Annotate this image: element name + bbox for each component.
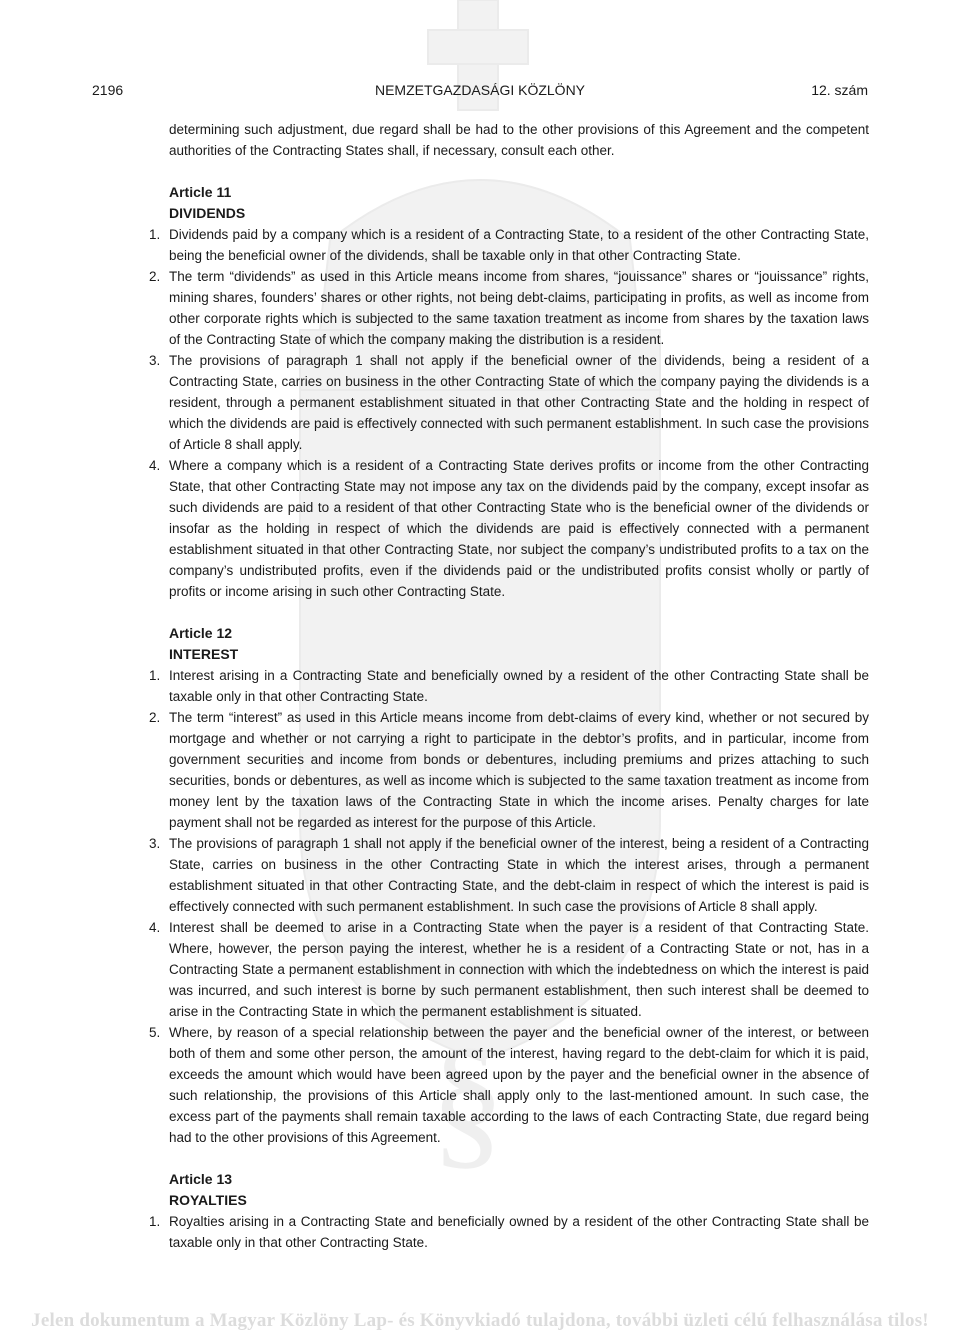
article-paragraph xyxy=(149,1022,869,1148)
article-heading xyxy=(169,1169,869,1211)
article-subtitle: INTEREST xyxy=(169,646,239,662)
paragraph-text: The term “dividends” as used in this Article means income from shares, “jouissance” shares or “jouissance” rights, mining shares, founders’ shares or other rights, not being debt-claims, participating in profits, as well as income from other corporate rights which is subjected to the same taxation treatment as income from shares by the taxation laws of the Contracting State of which the company making the distribution is a resident. xyxy=(169,269,869,347)
article-paragraph xyxy=(149,455,869,602)
article-paragraph xyxy=(149,917,869,1022)
paragraph-number: 4. xyxy=(149,458,161,473)
paragraph-text: Where, by reason of a special relationship between the payer and the beneficial owner of the interest, or between both of them and some other person, the amount of the interest, having regard to the debt-claim for which it is paid, exceeds the amount which would have been agreed upon by the payer and the beneficial owner in the absence of such relationship, the provisions of this Article shall apply only to the last-mentioned amount. In such case, the excess part of the payments shall remain taxable according to the laws of each Contracting State, due regard being had to the other provisions of this Agreement. xyxy=(169,1025,869,1145)
paragraph-text: The provisions of paragraph 1 shall not apply if the beneficial owner of the interest, being a resident of a Contracting State, carries on business in the other Contracting State in which the interest arises, through a permanent establishment situated in that other Contracting State, and the debt-claim in respect of which the interest is paid is effectively connected with such permanent establishment. In such case the provisions of Article 8 shall apply. xyxy=(169,836,869,914)
document-body xyxy=(149,119,869,1253)
article-title: Article 13 xyxy=(169,1171,233,1187)
journal-title: NEMZETGAZDASÁGI KÖZLÖNY xyxy=(374,82,586,98)
article-paragraph xyxy=(149,224,869,266)
cross-horizontal-watermark xyxy=(428,30,528,64)
paragraph-text: Dividends paid by a company which is a resident of a Contracting State, to a resident of the other Contracting State, being the beneficial owner of the dividends, shall be taxable only in that other Contracting State. xyxy=(169,227,869,263)
paragraph-text: Interest arising in a Contracting State and beneficially owned by a resident of the other Contracting State shall be taxable only in that other Contracting State. xyxy=(169,668,869,704)
paragraph-number: 3. xyxy=(149,353,161,368)
ownership-notice: Jelen dokumentum a Magyar Közlöny Lap- és Könyvkiadó tulajdona, további üzleti célú felhasználása tilos! xyxy=(31,1310,929,1331)
paragraph-text: Where a company which is a resident of a Contracting State derives profits or income from the other Contracting State, that other Contracting State may not impose any tax on the dividends paid by the company, except insofar as such dividends are paid to a resident of that other Contracting State who is the beneficial owner of the dividends or insofar as the holding in respect of which the dividends are paid is effectively connected with a permanent establishment situated in that other Contracting State, nor subject the company’s undistributed profits to a tax on the company’s undistributed profits, even if the dividends paid or the undistributed profits consist wholly or partly of profits or income arising in such other Contracting State. xyxy=(169,458,869,599)
paragraph-number: 1. xyxy=(149,668,161,683)
issue-number: 12. szám xyxy=(811,82,868,98)
article-heading xyxy=(169,182,869,224)
intro-paragraph: determining such adjustment, due regard shall be had to the other provisions of this Agreement and the competent authorities of the Contracting States shall, if necessary, consult each other. xyxy=(169,122,869,158)
paragraph-text: The provisions of paragraph 1 shall not apply if the beneficial owner of the dividends, being a resident of a Contracting State, carries on business in the other Contracting State of which the company paying the dividends is a resident, through a permanent establishment situated in that other Contracting State and the holding in respect of which the dividends are paid is effectively connected with such permanent establishment. In such case the provisions of Article 8 shall apply. xyxy=(169,353,869,452)
paragraph-number: 1. xyxy=(149,227,161,242)
paragraph-number: 5. xyxy=(149,1025,161,1040)
paragraph-text: The term “interest” as used in this Article means income from debt-claims of every kind, whether or not secured by mortgage and whether or not carrying a right to participate in the debtor’s profits, and in particular, income from government securities and income from bonds or debentures, including premiums and prizes attaching to such securities, bonds or debentures, as well as income which is subjected to the same taxation treatment as income from money lent by the taxation laws of the Contracting State in which the income arises. Penalty charges for late payment shall not be regarded as interest for the purpose of this Article. xyxy=(169,710,869,830)
article-paragraph xyxy=(149,1211,869,1253)
article-paragraph xyxy=(149,266,869,350)
article-subtitle: DIVIDENDS xyxy=(169,205,246,221)
paragraph-number: 3. xyxy=(149,836,161,851)
paragraph-text: Interest shall be deemed to arise in a Contracting State when the payer is a resident of that Contracting State. Where, however, the person paying the interest, whether he is a resident of a Contracting State or not, has in a Contracting State a permanent establishment in connection with which the indebtedness on which the interest is paid was incurred, and such interest is borne by such permanent establishment, then such interest shall be deemed to arise in the Contracting State in which the permanent establishment is situated. xyxy=(169,920,869,1019)
article-heading xyxy=(169,623,869,665)
page-header xyxy=(92,82,868,104)
page-number: 2196 xyxy=(92,82,124,98)
paragraph-number: 2. xyxy=(149,269,161,284)
paragraph-number: 4. xyxy=(149,920,161,935)
article-paragraph xyxy=(149,833,869,917)
article-paragraph xyxy=(149,350,869,455)
article-paragraph xyxy=(149,665,869,707)
article-title: Article 12 xyxy=(169,625,233,641)
paragraph-text: Royalties arising in a Contracting State and beneficially owned by a resident of the other Contracting State shall be taxable only in that other Contracting State. xyxy=(169,1214,869,1250)
paragraph-number: 2. xyxy=(149,710,161,725)
article-paragraph xyxy=(149,707,869,833)
article-subtitle: ROYALTIES xyxy=(169,1192,247,1208)
article-title: Article 11 xyxy=(169,184,232,200)
paragraph-number: 1. xyxy=(149,1214,161,1229)
paragraph-sign-watermark: § xyxy=(430,1017,505,1183)
